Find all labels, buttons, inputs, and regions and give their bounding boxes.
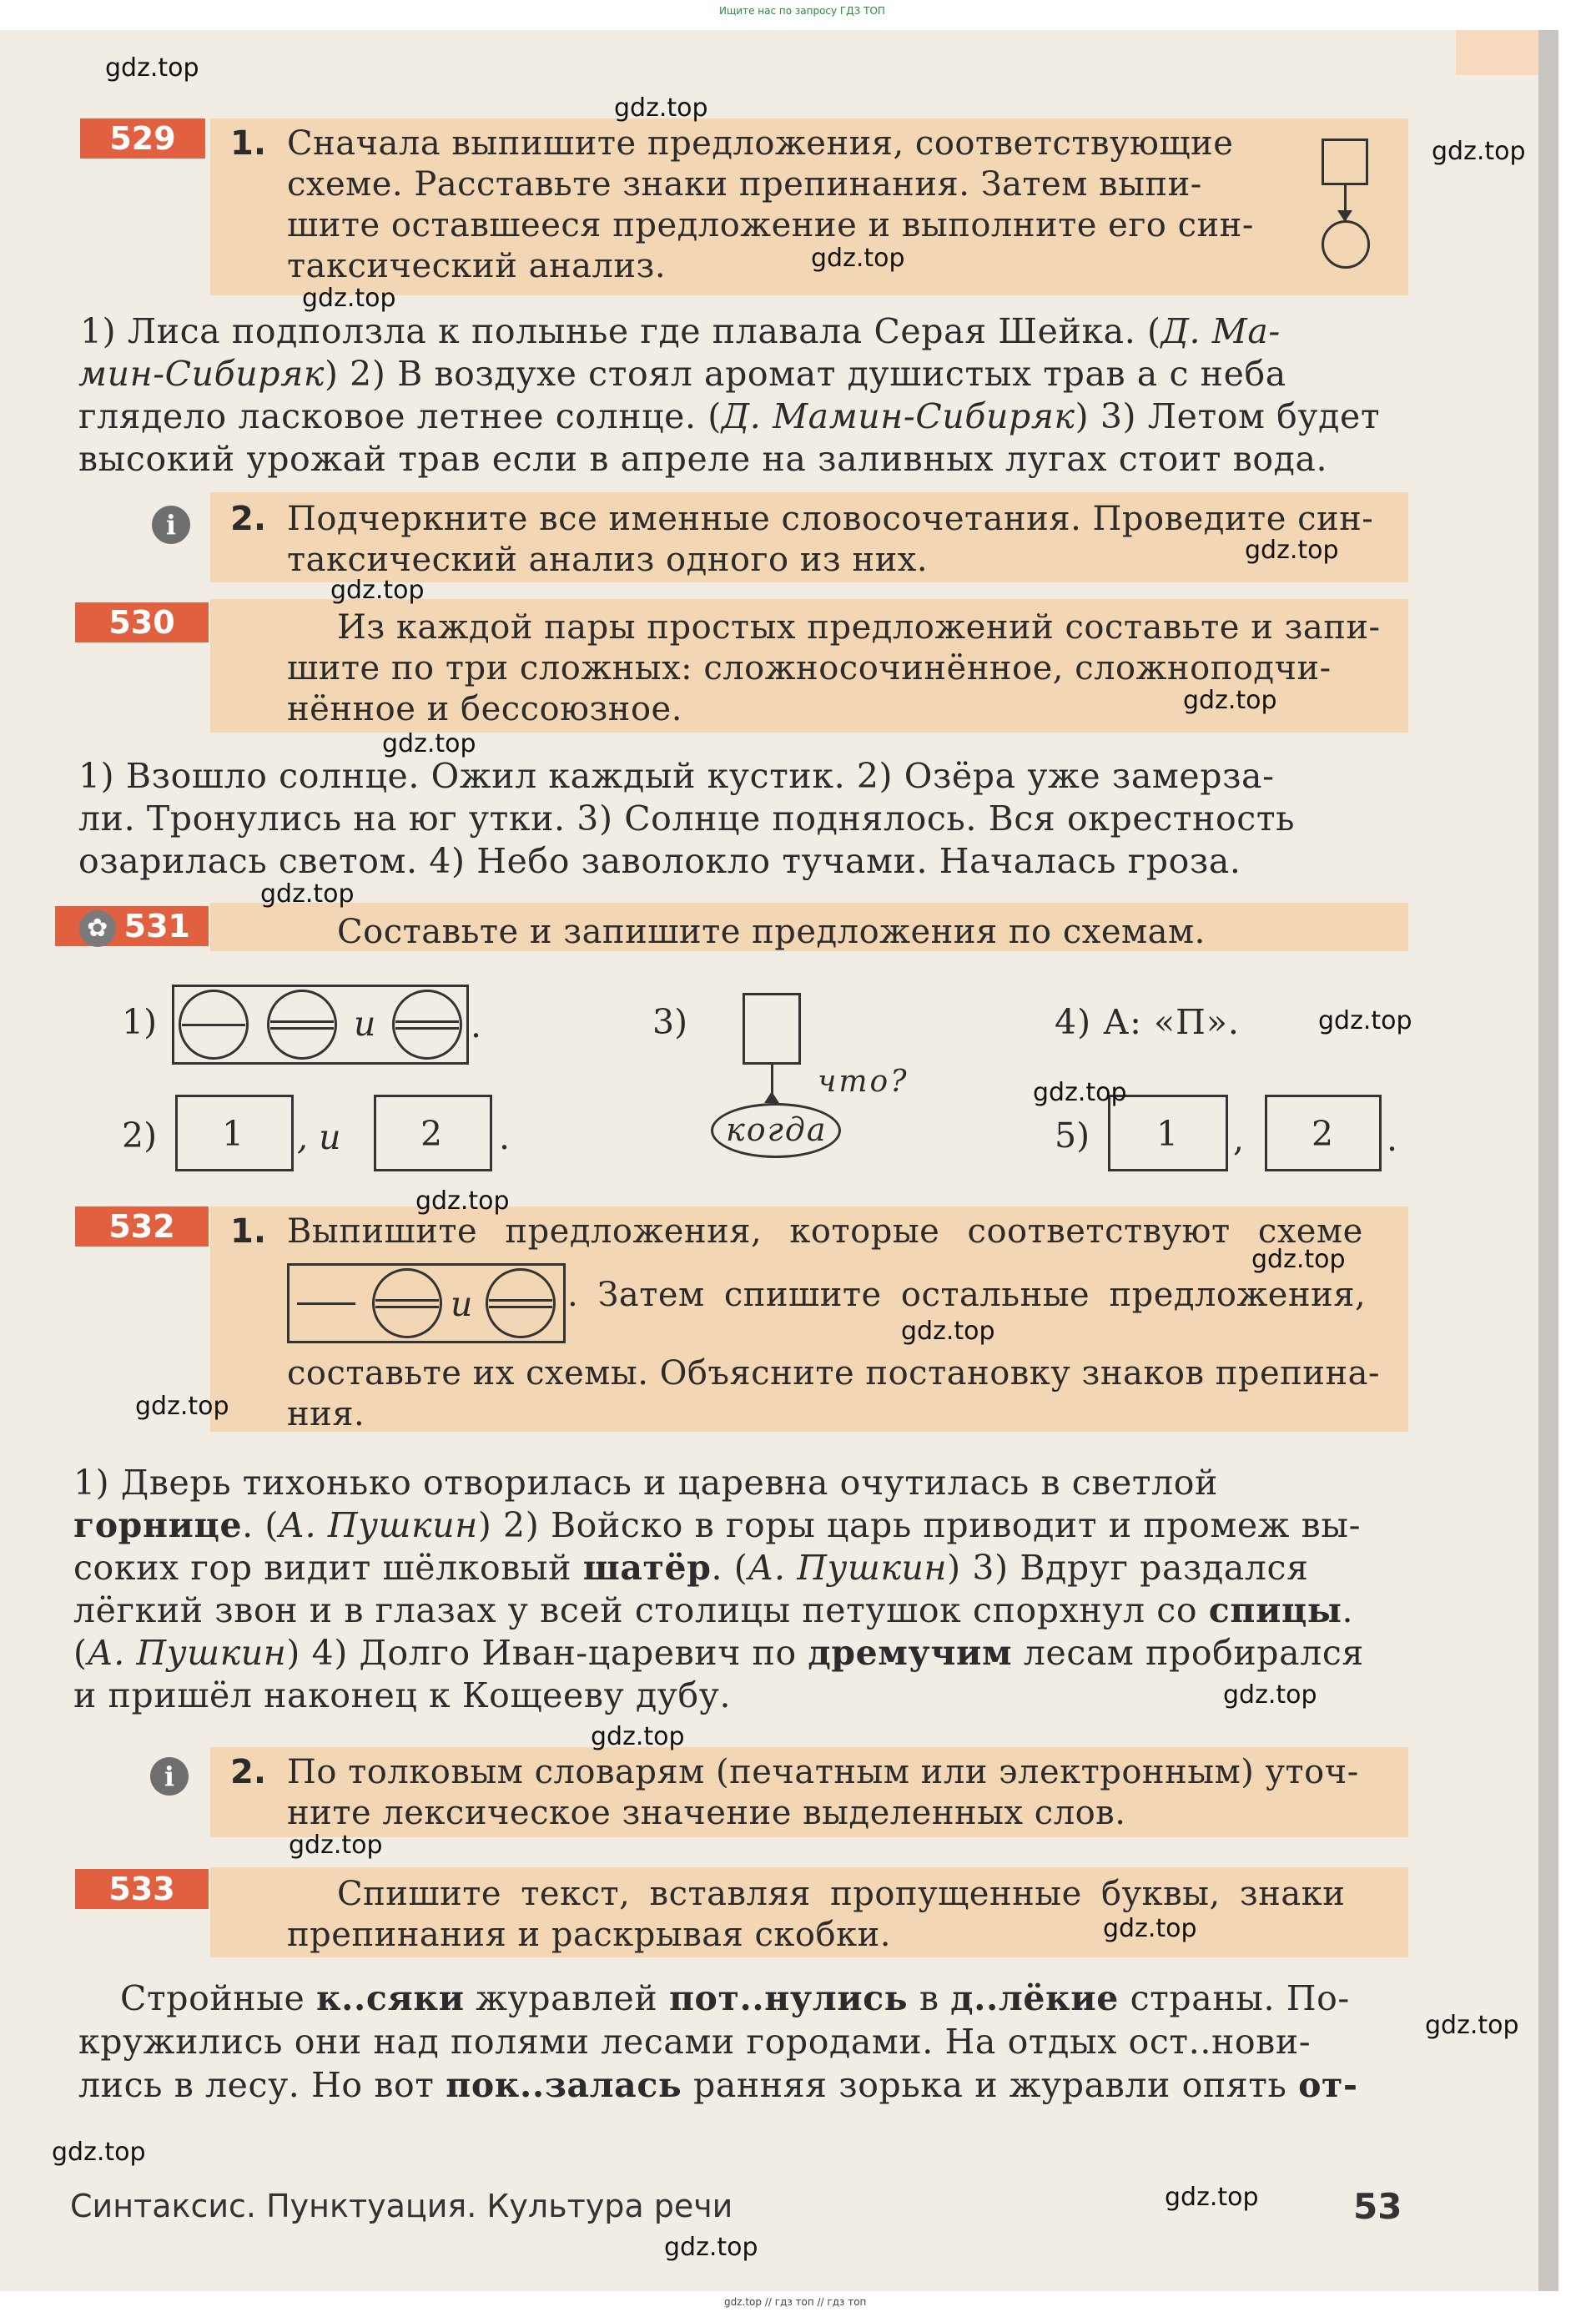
text-segment: лись в лесу. Но вот — [78, 2065, 446, 2105]
ex530-text-line: 1) Взошло солнце. Ожил каждый кустик. 2) Озёра уже замерза- — [78, 756, 1275, 796]
clause-line — [489, 1306, 552, 1308]
scheme5-box-2-label: 2 — [1312, 1114, 1334, 1154]
author-name: А. Пушкин — [279, 1505, 478, 1545]
text-segment: кружились они над полями лесами городами. На отдых ост..нови- — [78, 2022, 1312, 2062]
text-segment: лёгкий звон и в глазах у всей столицы петушок спорхнул со — [73, 1590, 1209, 1630]
scheme2-comma-and: , и — [297, 1117, 341, 1157]
watermark[interactable]: gdz.top — [330, 576, 425, 605]
ex529-task1-line: шите оставшееся предложение и выполните его син- — [287, 206, 1254, 244]
ex529-text-line: высокий урожай трав если в апреле на заливных лугах стоит вода. — [78, 439, 1328, 479]
ex529-task1-line: схеме. Расставьте знаки препинания. Затем выпи- — [287, 165, 1202, 204]
clause-circle — [392, 990, 462, 1060]
page-number: 53 — [1353, 2186, 1402, 2227]
text-segment: в — [908, 1978, 951, 2018]
text-segment: ) 3) Летом будет — [1075, 396, 1381, 436]
scheme1-dot: . — [471, 1005, 482, 1045]
ex529-task1-line: таксический анализ. — [287, 247, 667, 285]
ex529-text-line — [78, 395, 1380, 438]
watermark[interactable]: gdz.top — [1103, 1914, 1197, 1943]
text-segment: ) 2) Войско в горы царь приводит и промеж вы- — [477, 1505, 1362, 1545]
ex531-task: Составьте и запишите предложения по схемам. — [337, 913, 1206, 951]
text-segment: соких гор видит шёлковый — [73, 1548, 583, 1588]
watermark[interactable]: gdz.top — [302, 284, 396, 313]
text-line — [73, 1632, 1364, 1675]
scheme3-question: что? — [818, 1065, 909, 1099]
text-segment: страны. По- — [1118, 1978, 1350, 2018]
watermark[interactable]: gdz.top — [591, 1722, 685, 1751]
text-segment: ( — [73, 1633, 88, 1673]
ex531-number-label: 531 — [123, 908, 190, 944]
ex530-task-line: нённое и бессоюзное. — [287, 690, 682, 728]
ex532-task2-line: ните лексическое значение выделенных слов. — [287, 1794, 1126, 1832]
ex529-text-line — [80, 310, 1281, 353]
clause-line — [375, 1299, 439, 1302]
watermark[interactable]: gdz.top — [1318, 1006, 1412, 1035]
scheme5-comma: , — [1233, 1119, 1245, 1159]
page-spine — [1538, 30, 1558, 2291]
info-icon: i — [150, 1757, 189, 1796]
text-line — [78, 2064, 1358, 2107]
ex532-task1-line1: Выпишите предложения, которые соответствуют схеме — [287, 1212, 1363, 1251]
scheme5-dot: . — [1387, 1119, 1398, 1159]
watermark[interactable]: gdz.top — [1165, 2183, 1259, 2212]
watermark[interactable]: gdz.top — [811, 244, 905, 273]
scheme5-label: 5) — [1055, 1116, 1090, 1156]
clause-line — [489, 1299, 552, 1302]
clause-line — [182, 1024, 245, 1026]
text-segment: ) 2) В воздухе стоял аромат душистых трав а с неба — [324, 354, 1286, 394]
footer-title: Синтаксис. Пунктуация. Культура речи — [70, 2188, 733, 2224]
watermark[interactable]: gdz.top — [382, 729, 476, 758]
text-line — [120, 1977, 1350, 2020]
highlighted-word: дремучим — [808, 1633, 1013, 1673]
ex529-task1-number: 1. — [230, 124, 267, 163]
ex532-task1-number: 1. — [230, 1212, 267, 1251]
ex532-task1-line2: . Затем спишите остальные предложения, — [567, 1276, 1367, 1314]
info-icon: i — [152, 506, 190, 544]
ex529-text-line — [78, 353, 1286, 395]
flower-icon: ✿ — [79, 910, 116, 947]
ex529-scheme-circle — [1322, 220, 1370, 269]
ex530-text-line: озарилась светом. 4) Небо заволокло тучами. Началась гроза. — [78, 841, 1241, 881]
scheme3-main-box — [743, 993, 801, 1065]
watermark[interactable]: gdz.top — [260, 879, 355, 909]
watermark[interactable]: gdz.top — [614, 93, 708, 123]
top-stripe — [1456, 30, 1538, 75]
scheme2-box-2-label: 2 — [420, 1114, 443, 1154]
text-line — [78, 2021, 1311, 2063]
watermark[interactable]: gdz.top — [105, 53, 199, 83]
text-segment: глядело ласковое летнее солнце. ( — [78, 396, 722, 436]
text-line — [73, 1504, 1361, 1547]
highlighted-word: шатёр — [582, 1548, 712, 1588]
clause-circle — [372, 1268, 442, 1338]
highlighted-word: пок..залась — [446, 2065, 682, 2105]
clause-circle — [267, 990, 337, 1060]
ex532-task1-line4: ния. — [287, 1395, 365, 1433]
ex530-number: 530 — [75, 602, 209, 642]
ex530-text-line: ли. Тронулись на юг утки. 3) Солнце поднялось. Вся окрестность — [78, 798, 1296, 839]
ex529-task2-line: таксический анализ одного из них. — [287, 541, 929, 579]
highlighted-word: к..сяки — [315, 1978, 465, 2018]
scheme1-and: и — [354, 1004, 376, 1044]
highlighted-word: пот..нулись — [668, 1978, 909, 2018]
clause-line — [297, 1302, 355, 1305]
author-name: Д. Ма- — [1160, 311, 1281, 351]
ex529-task2-number: 2. — [230, 500, 267, 538]
text-segment: Стройные — [120, 1978, 316, 2018]
text-segment: . ( — [711, 1548, 748, 1588]
watermark[interactable]: gdz.top — [415, 1186, 510, 1216]
watermark[interactable]: gdz.top — [1183, 686, 1277, 715]
scheme1-label: 1) — [122, 1002, 158, 1042]
ex529-number: 529 — [80, 118, 205, 159]
ex532-task1-line3: составьте их схемы. Объясните постановку знаков препина- — [287, 1354, 1380, 1393]
watermark[interactable]: gdz.top — [1432, 137, 1526, 166]
text-segment: ранняя зорька и журавли опять — [682, 2065, 1299, 2105]
highlighted-word: от- — [1298, 2065, 1358, 2105]
text-segment: 1) Лиса подползла к полынье где плавала Серая Шейка. ( — [80, 311, 1161, 351]
scheme3-oval-label: когда — [726, 1111, 828, 1148]
clause-circle — [486, 1268, 556, 1338]
watermark[interactable]: gdz.top — [289, 1831, 383, 1860]
text-line — [73, 1675, 731, 1717]
watermark[interactable]: gdz.top — [1251, 1245, 1346, 1274]
clause-line — [395, 1027, 459, 1030]
text-segment: лесам пробирался — [1012, 1633, 1364, 1673]
ex529-task1-line: Сначала выпишите предложения, соответствующие — [287, 124, 1234, 163]
ex533-number: 533 — [75, 1869, 209, 1909]
scheme2-dot: . — [499, 1117, 511, 1157]
scheme3-arrowhead — [764, 1091, 779, 1103]
ex529-scheme-square — [1322, 139, 1368, 185]
text-segment: ) 3) Вдруг раздался — [947, 1548, 1309, 1588]
highlighted-word: спицы — [1208, 1590, 1342, 1630]
text-line — [73, 1547, 1309, 1589]
ex532-task2-number: 2. — [230, 1753, 267, 1791]
ex530-task-line: Из каждой пары простых предложений составьте и запи- — [337, 608, 1381, 647]
text-segment: журавлей — [464, 1978, 669, 2018]
ex532-scheme-and: и — [451, 1284, 473, 1324]
highlighted-word: горнице — [73, 1505, 243, 1545]
ex532-task2-line: По толковым словарям (печатным или электронным) уточ- — [287, 1753, 1359, 1791]
highlighted-word: д..лёкие — [950, 1978, 1119, 2018]
author-name: А. Пушкин — [87, 1633, 287, 1673]
scheme5-box-1-label: 1 — [1156, 1114, 1179, 1154]
text-line — [73, 1589, 1353, 1632]
watermark[interactable]: gdz.top — [1033, 1078, 1127, 1107]
clause-line — [270, 1020, 334, 1023]
scheme3-label: 3) — [652, 1002, 688, 1042]
watermark[interactable]: gdz.top — [901, 1317, 995, 1346]
scheme4-text: 4) А: «П». — [1055, 1002, 1240, 1042]
ex533-task-line: препинания и раскрывая скобки. — [287, 1916, 891, 1954]
text-segment: и пришёл наконец к Кощееву дубу. — [73, 1675, 732, 1715]
author-name: мин-Сибиряк — [78, 354, 325, 394]
watermark[interactable]: gdz.top — [1425, 2011, 1519, 2040]
ex531-number — [55, 906, 209, 946]
text-segment: ) 4) Долго Иван-царевич по — [286, 1633, 808, 1673]
clause-line — [395, 1020, 459, 1023]
watermark[interactable]: gdz.top — [52, 2138, 146, 2167]
ex533-task-line: Спишите текст, вставляя пропущенные буквы, знаки — [337, 1875, 1346, 1913]
text-segment: . — [1342, 1590, 1354, 1630]
watermark[interactable]: gdz.top — [1245, 536, 1339, 565]
clause-line — [375, 1306, 439, 1308]
text-line — [73, 1462, 1218, 1504]
watermark[interactable]: gdz.top — [135, 1392, 229, 1421]
author-name: Д. Мамин-Сибиряк — [721, 396, 1075, 436]
clause-line — [270, 1027, 334, 1030]
ex532-number: 532 — [75, 1206, 209, 1247]
ex529-task2-line: Подчеркните все именные словосочетания. Проведите син- — [287, 500, 1374, 538]
top-banner[interactable]: Ищите нас по запросу ГДЗ ТОП — [719, 5, 885, 17]
scheme2-box-1-label: 1 — [222, 1114, 244, 1154]
author-name: А. Пушкин — [748, 1548, 948, 1588]
text-segment: 1) Дверь тихонько отворилась и царевна очутилась в светлой — [73, 1463, 1218, 1503]
watermark[interactable]: gdz.top — [1223, 1680, 1317, 1710]
ex530-task-line: шите по три сложных: сложносочинённое, сложноподчи- — [287, 649, 1332, 688]
scheme2-label: 2) — [122, 1116, 158, 1156]
text-segment: . ( — [242, 1505, 279, 1545]
watermark[interactable]: gdz.top — [664, 2233, 758, 2262]
bottom-banner[interactable]: gdz.top // гдз топ // гдз топ — [724, 2296, 867, 2308]
